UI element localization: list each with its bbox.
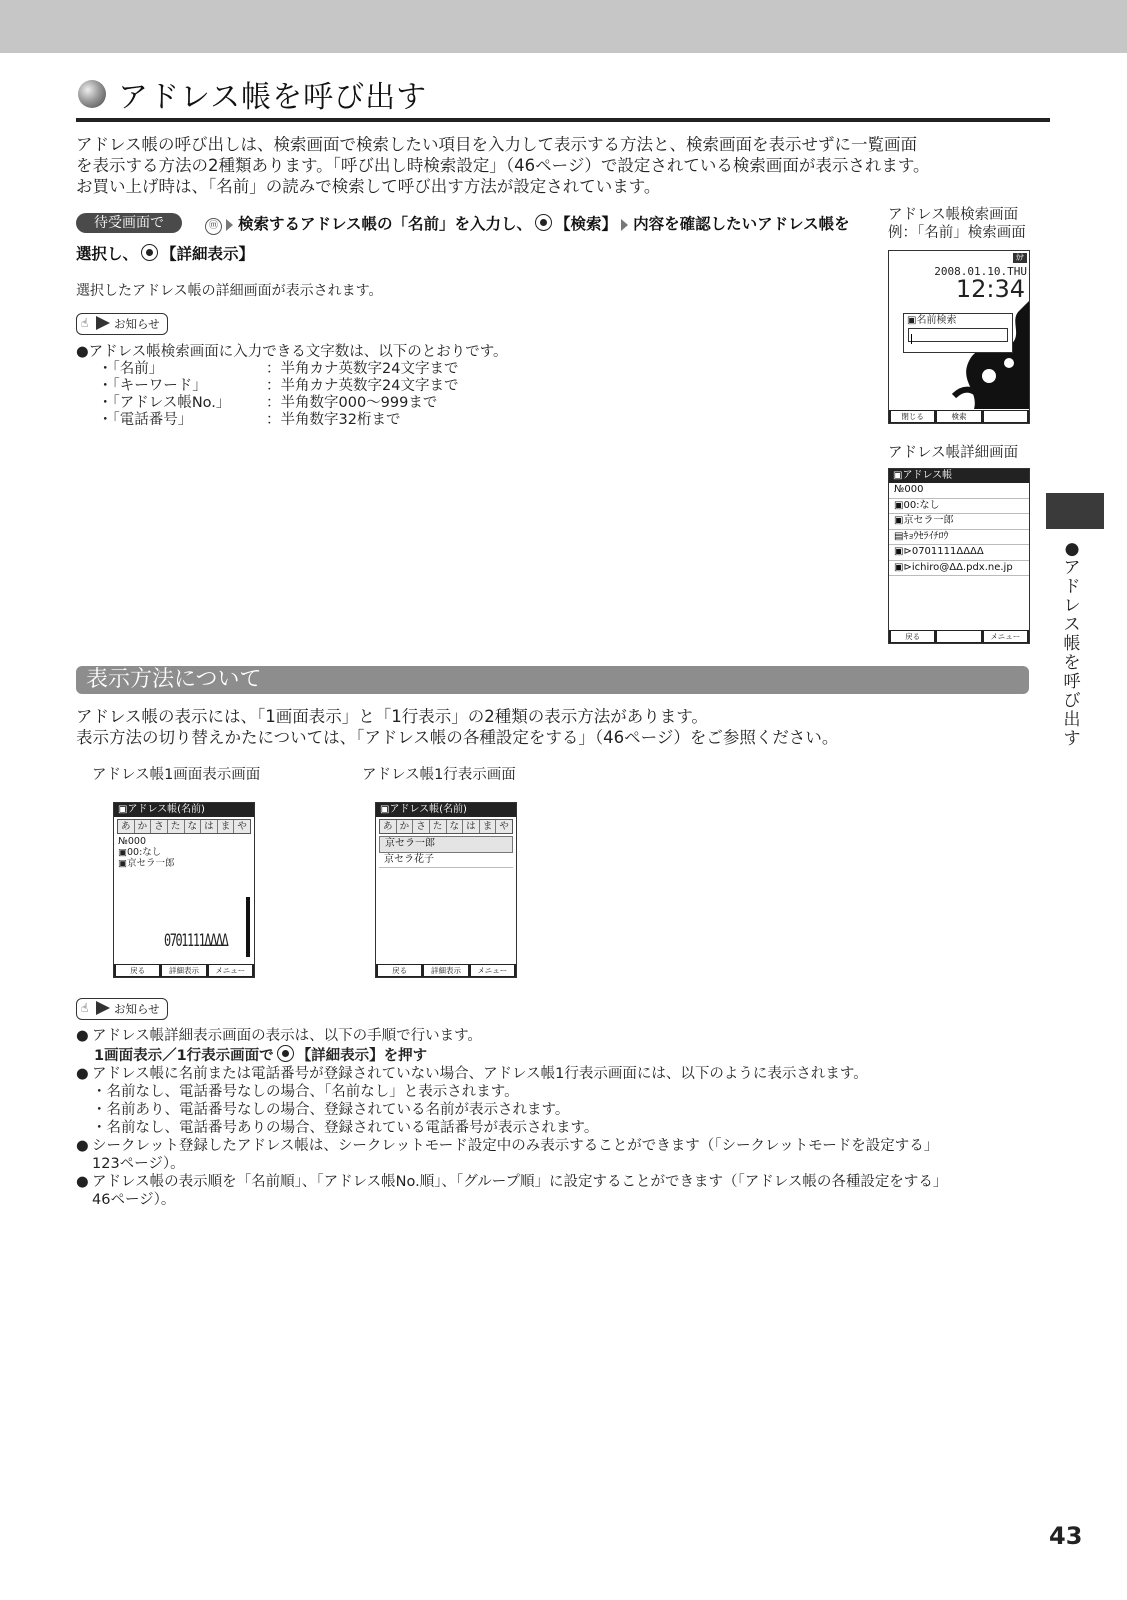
note-item: ・「名前」 ：半角カナ英数字24文字まで [98, 361, 459, 377]
kana-tab[interactable]: は [201, 820, 218, 833]
softkey-back[interactable]: 戻る [891, 631, 934, 642]
step-text: 内容を確認したいアドレス帳を [633, 215, 850, 233]
page-number: 43 [1049, 1522, 1083, 1550]
softkey-menu[interactable]: メニュー [984, 631, 1027, 642]
step-key-label: 【詳細表示】 [161, 245, 255, 263]
intro-paragraph [76, 134, 1056, 197]
list-item-selected[interactable]: 京セラ一郎 [379, 836, 513, 853]
center-key-icon [277, 1045, 294, 1062]
hand-icon: ☝ [81, 1001, 89, 1015]
section-header [76, 666, 1029, 694]
side-index-label: ● ア ド レ ス 帳 を 呼 び 出 す [1063, 539, 1081, 749]
detail-screen [888, 468, 1030, 644]
step-text: 検索するアドレス帳の「名前」を入力し、 [238, 215, 533, 233]
kana-tab[interactable]: ま [218, 820, 235, 833]
note-item: ・「電話番号」 ：半角数字32桁まで [98, 412, 401, 428]
top-header-band [0, 0, 1127, 53]
status-indicator: ｶﾅ [1013, 253, 1027, 263]
one-page-line: №000 [118, 836, 147, 847]
page-title [78, 74, 427, 114]
center-key-icon [535, 214, 552, 231]
step-text: 選択し、 [76, 245, 139, 263]
standby-label: 待受画面で [76, 213, 182, 233]
note-lead: ●アドレス帳検索画面に入力できる文字数は、以下のとおりです。 [76, 344, 508, 360]
one-page-caption: アドレス帳1画面表示画面 [92, 767, 261, 783]
softkey-detail[interactable]: 詳細表示 [424, 965, 467, 976]
procedure-line-2 [76, 242, 254, 264]
section-title: 表示方法について [86, 667, 262, 692]
list-item[interactable]: 京セラ花子 [379, 853, 513, 869]
detail-line-name: ▣京セラ一郎 [889, 514, 1029, 530]
kana-tab[interactable]: さ [151, 820, 168, 833]
search-input[interactable] [908, 328, 1008, 342]
intro-line: お買い上げ時は、「名前」の読みで検索して呼び出す方法が設定されています。 [76, 177, 661, 196]
intro-line: を表示する方法の2種類あります。「呼び出し時検索設定」（46ページ）で設定されている検索画面が表示されます。 [76, 156, 930, 175]
section-paragraph [76, 706, 838, 748]
kana-tab[interactable]: た [430, 820, 447, 833]
softkey-bar [889, 410, 1029, 423]
kana-index-bar [117, 819, 251, 834]
detail-line-reading: ▤ｷｮｳｾﾗｲﾁﾛｳ [889, 530, 1029, 546]
triangle-icon [96, 316, 110, 330]
note-bullet: ● アドレス帳詳細表示画面の表示は、以下の手順で行います。 [76, 1028, 482, 1044]
note-item: ・「アドレス帳No.」 ：半角数字000～999まで [98, 395, 438, 411]
center-key-icon [141, 244, 158, 261]
m-key-icon: ⓜ [205, 218, 222, 235]
one-page-line: ▣京セラ一郎 [118, 858, 175, 869]
softkey-back[interactable]: 戻る [378, 965, 421, 976]
kana-tab[interactable]: か [135, 820, 152, 833]
kana-tab[interactable]: あ [380, 820, 397, 833]
softkey-menu[interactable]: メニュー [471, 965, 514, 976]
one-line-caption: アドレス帳1行表示画面 [362, 767, 516, 783]
softkey-empty[interactable] [937, 631, 980, 642]
note-continuation: 123ページ）。 [92, 1156, 185, 1172]
softkey-back[interactable]: 戻る [116, 965, 159, 976]
kana-tab[interactable]: は [463, 820, 480, 833]
scrollbar[interactable] [246, 897, 250, 957]
step-arrow-icon [621, 219, 628, 231]
one-page-header: ▣アドレス帳(名前) [114, 803, 254, 817]
section-line: アドレス帳の表示には、「1画面表示」と「1行表示」の2種類の表示方法があります。 [76, 707, 708, 726]
note-bullet: ● シークレット登録したアドレス帳は、シークレットモード設定中のみ表示することができます（「シークレットモードを設定する」 [76, 1138, 939, 1154]
detail-header: ▣アドレス帳 [889, 469, 1029, 483]
one-line-screen [375, 802, 517, 978]
notice-label: お知らせ [114, 317, 160, 331]
kana-tab[interactable]: な [447, 820, 464, 833]
step-arrow-icon [226, 219, 233, 231]
kana-tab[interactable]: な [185, 820, 202, 833]
softkey-empty[interactable] [984, 411, 1027, 422]
note-procedure: 1画面表示／1行表示画面で 【詳細表示】を押す [76, 1045, 1036, 1065]
intro-line: アドレス帳の呼び出しは、検索画面で検索したい項目を入力して表示する方法と、検索画面を表示せずに一覧画面 [76, 135, 918, 154]
side-index-tab [1046, 493, 1104, 529]
kana-tab[interactable]: あ [118, 820, 135, 833]
notice-icon [76, 998, 168, 1020]
kana-tab[interactable]: か [397, 820, 414, 833]
one-page-screen [113, 802, 255, 978]
note-bullet: ● アドレス帳に名前または電話番号が登録されていない場合、アドレス帳1行表示画面には、以下のように表示されます。 [76, 1066, 868, 1082]
section-line: 表示方法の切り替えかたについては、「アドレス帳の各種設定をする」（46ページ）をご参照ください。 [76, 728, 839, 747]
detail-line-group: ▣00:なし [889, 499, 1029, 515]
bullet-ball-icon [78, 80, 106, 108]
search-screen-caption: アドレス帳検索画面 例：「名前」検索画面 [888, 207, 1026, 241]
hand-icon: ☝ [81, 316, 89, 330]
notes-display [76, 1027, 1036, 1209]
kana-tab[interactable]: や [234, 820, 250, 833]
notes-search-limits [76, 344, 508, 429]
search-screen [888, 250, 1030, 424]
note-subitem: ・名前なし、電話番号なしの場合、「名前なし」と表示されます。 [92, 1084, 519, 1100]
search-dialog [903, 313, 1013, 353]
one-page-line: ▣00:なし [118, 847, 162, 858]
kana-tab[interactable]: た [168, 820, 185, 833]
notice-label: お知らせ [114, 1002, 160, 1016]
detail-line-phone: ▣⊳0701111ΔΔΔΔ [889, 545, 1029, 561]
search-field-icon: ▣ [907, 315, 917, 326]
page-title-text: アドレス帳を呼び出す [118, 80, 428, 115]
triangle-icon [96, 1001, 110, 1015]
detail-screen-caption: アドレス帳詳細画面 [888, 445, 1019, 461]
note-subitem: ・名前あり、電話番号なしの場合、登録されている名前が表示されます。 [92, 1102, 570, 1118]
step-key-label: 【検索】 [555, 215, 618, 233]
one-line-header: ▣アドレス帳(名前) [376, 803, 516, 817]
procedure-line-1 [205, 212, 850, 235]
standby-date: 2008.01.10.THU [934, 265, 1027, 278]
standby-time: 12:34 [955, 275, 1025, 303]
softkey-close[interactable]: 閉じる [891, 411, 934, 422]
softkey-bar [376, 964, 516, 977]
softkey-search[interactable]: 検索 [937, 411, 980, 422]
softkey-menu[interactable]: メニュー [209, 965, 252, 976]
kana-tab[interactable]: さ [413, 820, 430, 833]
detail-line-email: ▣⊳ichiro@ΔΔ.pdx.ne.jp [889, 561, 1029, 577]
detail-line-number: №000 [889, 483, 1029, 499]
note-subitem: ・名前なし、電話番号ありの場合、登録されている電話番号が表示されます。 [92, 1120, 599, 1136]
note-continuation: 46ページ）。 [92, 1192, 176, 1208]
search-field-label: 名前検索 [916, 315, 957, 326]
note-item: ・「キーワード」 ：半角カナ英数字24文字まで [98, 378, 459, 394]
softkey-bar [114, 964, 254, 977]
title-rule [76, 118, 1050, 122]
big-phone-number: 0701111ΔΔΔΔ [164, 931, 228, 951]
note-bullet: ● アドレス帳の表示順を「名前順」、「アドレス帳No.順」、「グループ順」に設定することができます（「アドレス帳の各種設定をする」 [76, 1174, 948, 1190]
kana-index-bar [379, 819, 513, 834]
softkey-bar [889, 630, 1029, 643]
procedure-result: 選択したアドレス帳の詳細画面が表示されます。 [76, 283, 383, 299]
kana-tab[interactable]: や [496, 820, 512, 833]
notice-icon [76, 313, 168, 335]
softkey-detail[interactable]: 詳細表示 [162, 965, 205, 976]
kana-tab[interactable]: ま [480, 820, 497, 833]
